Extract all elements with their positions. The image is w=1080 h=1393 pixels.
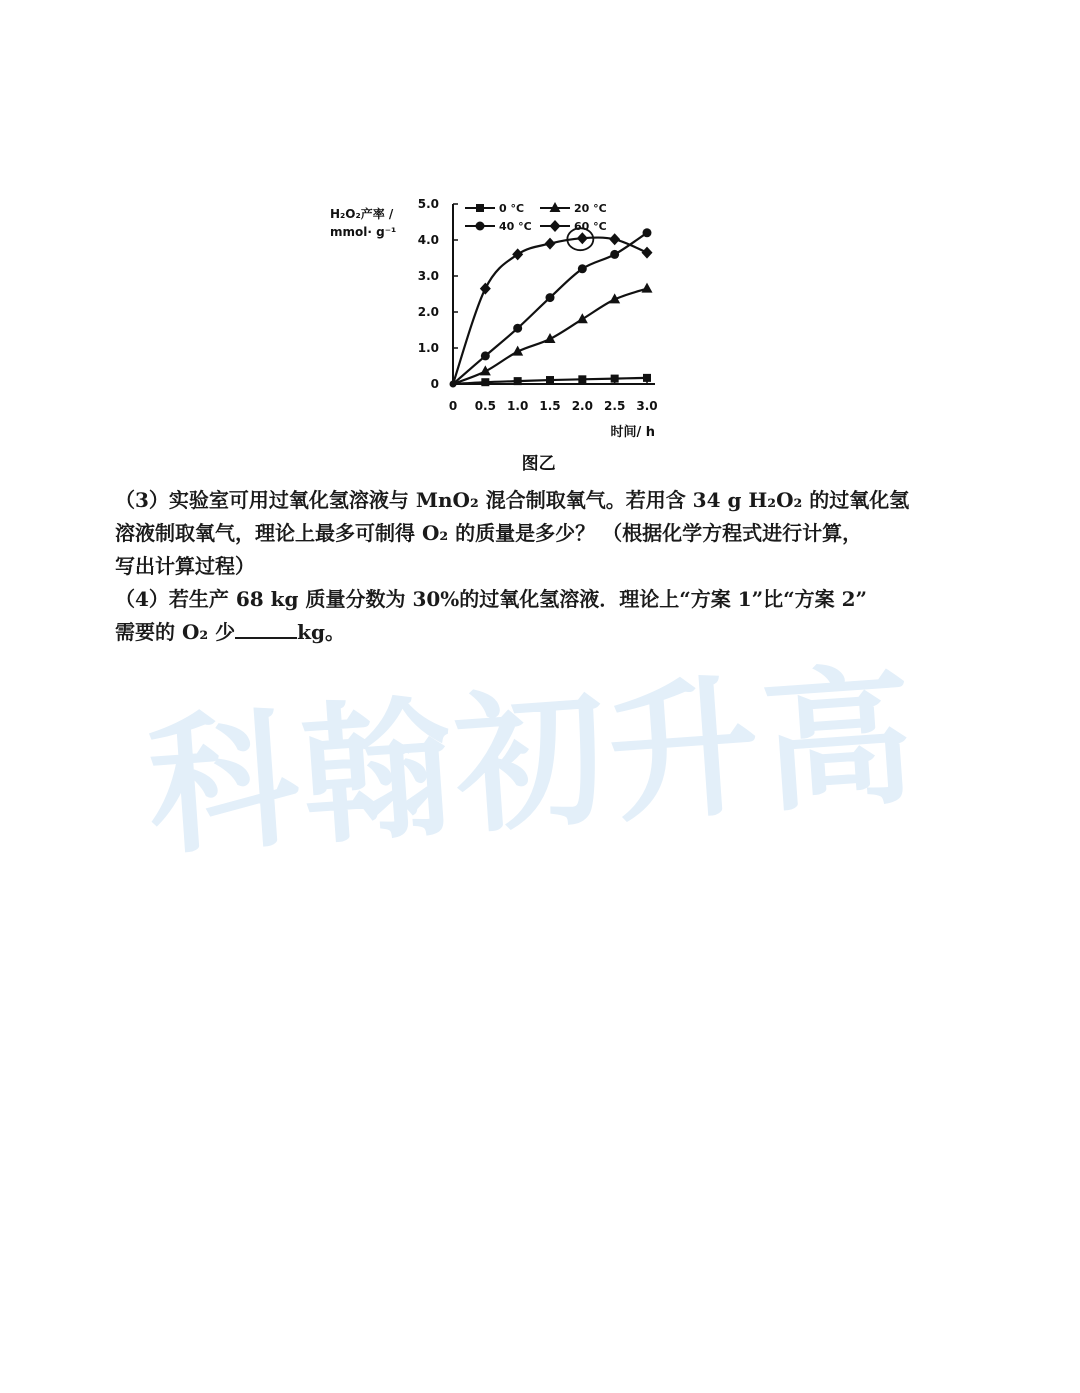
legend-marker [476, 204, 484, 212]
figure-caption: 图乙 [521, 454, 556, 474]
answer-blank[interactable] [235, 617, 297, 639]
series-0-point [643, 374, 651, 382]
series-0-point [546, 376, 554, 384]
series-3-point [545, 238, 556, 250]
question-4 [115, 583, 945, 649]
x-axis-label: 时间/ h [610, 425, 655, 440]
line-chart [320, 190, 700, 480]
legend-marker [476, 222, 485, 231]
series-3-point [480, 283, 491, 295]
y-tick-label: 5.0 [417, 197, 439, 211]
y-axis-label-line-2: mmol· g⁻¹ [330, 225, 397, 239]
x-tick-label: 3.0 [636, 399, 658, 413]
y-axis-label-line-1: H₂O₂产率 / [330, 207, 394, 221]
chart-svg [320, 190, 700, 480]
origin-point [450, 381, 457, 388]
legend-label: 60 °C [574, 220, 607, 233]
question-4-line-1: （4）若生产 68 kg 质量分数为 30%的过氧化氢溶液．理论上“方案 1”比“方案 2” [115, 587, 868, 611]
series-1-point [577, 313, 588, 323]
series-3-point [609, 233, 620, 245]
legend-label: 20 °C [574, 202, 607, 215]
series-2-point [610, 250, 619, 259]
x-tick-label: 1.5 [539, 399, 561, 413]
series-1-point [642, 283, 653, 293]
series-3-point [512, 248, 523, 260]
y-tick-label: 2.0 [417, 305, 439, 319]
x-tick-label: 2.5 [604, 399, 626, 413]
series-0-point [481, 378, 489, 386]
series-2-point [643, 228, 652, 237]
series-2-point [513, 324, 522, 333]
question-4-line-2 [115, 616, 945, 649]
x-tick-label: 1.0 [507, 399, 529, 413]
question-3-line-2: 溶液制取氧气，理论上最多可制得 O₂ 的质量是多少？ （根据化学方程式进行计算， [115, 521, 863, 545]
question-4-line-2-suffix: kg。 [297, 620, 345, 644]
question-3-line-3: 写出计算过程） [115, 554, 255, 578]
x-tick-label: 0 [448, 399, 458, 413]
y-tick-label: 0 [430, 377, 439, 391]
y-tick-label: 1.0 [417, 341, 439, 355]
series-0-point [578, 375, 586, 383]
series-0-point [611, 375, 619, 383]
series-2-point [546, 293, 555, 302]
y-tick-label: 3.0 [417, 269, 439, 283]
series-3-point [577, 232, 588, 244]
x-tick-label: 0.5 [474, 399, 496, 413]
series-2-point [481, 351, 490, 360]
x-tick-label: 2.0 [571, 399, 593, 413]
legend-label: 0 °C [499, 202, 525, 215]
legend-marker [550, 220, 561, 232]
series-0-point [514, 377, 522, 385]
series-3-point [642, 247, 653, 259]
question-4-line-2-prefix: 需要的 O₂ 少 [115, 620, 236, 644]
watermark: 科翰初升高 [142, 649, 923, 877]
series-2-point [578, 264, 587, 273]
y-tick-label: 4.0 [417, 233, 439, 247]
question-3-line-1: （3）实验室可用过氧化氢溶液与 MnO₂ 混合制取氧气。若用含 34 g H₂O₂ 的过氧化氢 [115, 488, 910, 512]
legend-label: 40 °C [499, 220, 532, 233]
series-line-3 [453, 238, 647, 384]
question-3 [115, 484, 945, 583]
